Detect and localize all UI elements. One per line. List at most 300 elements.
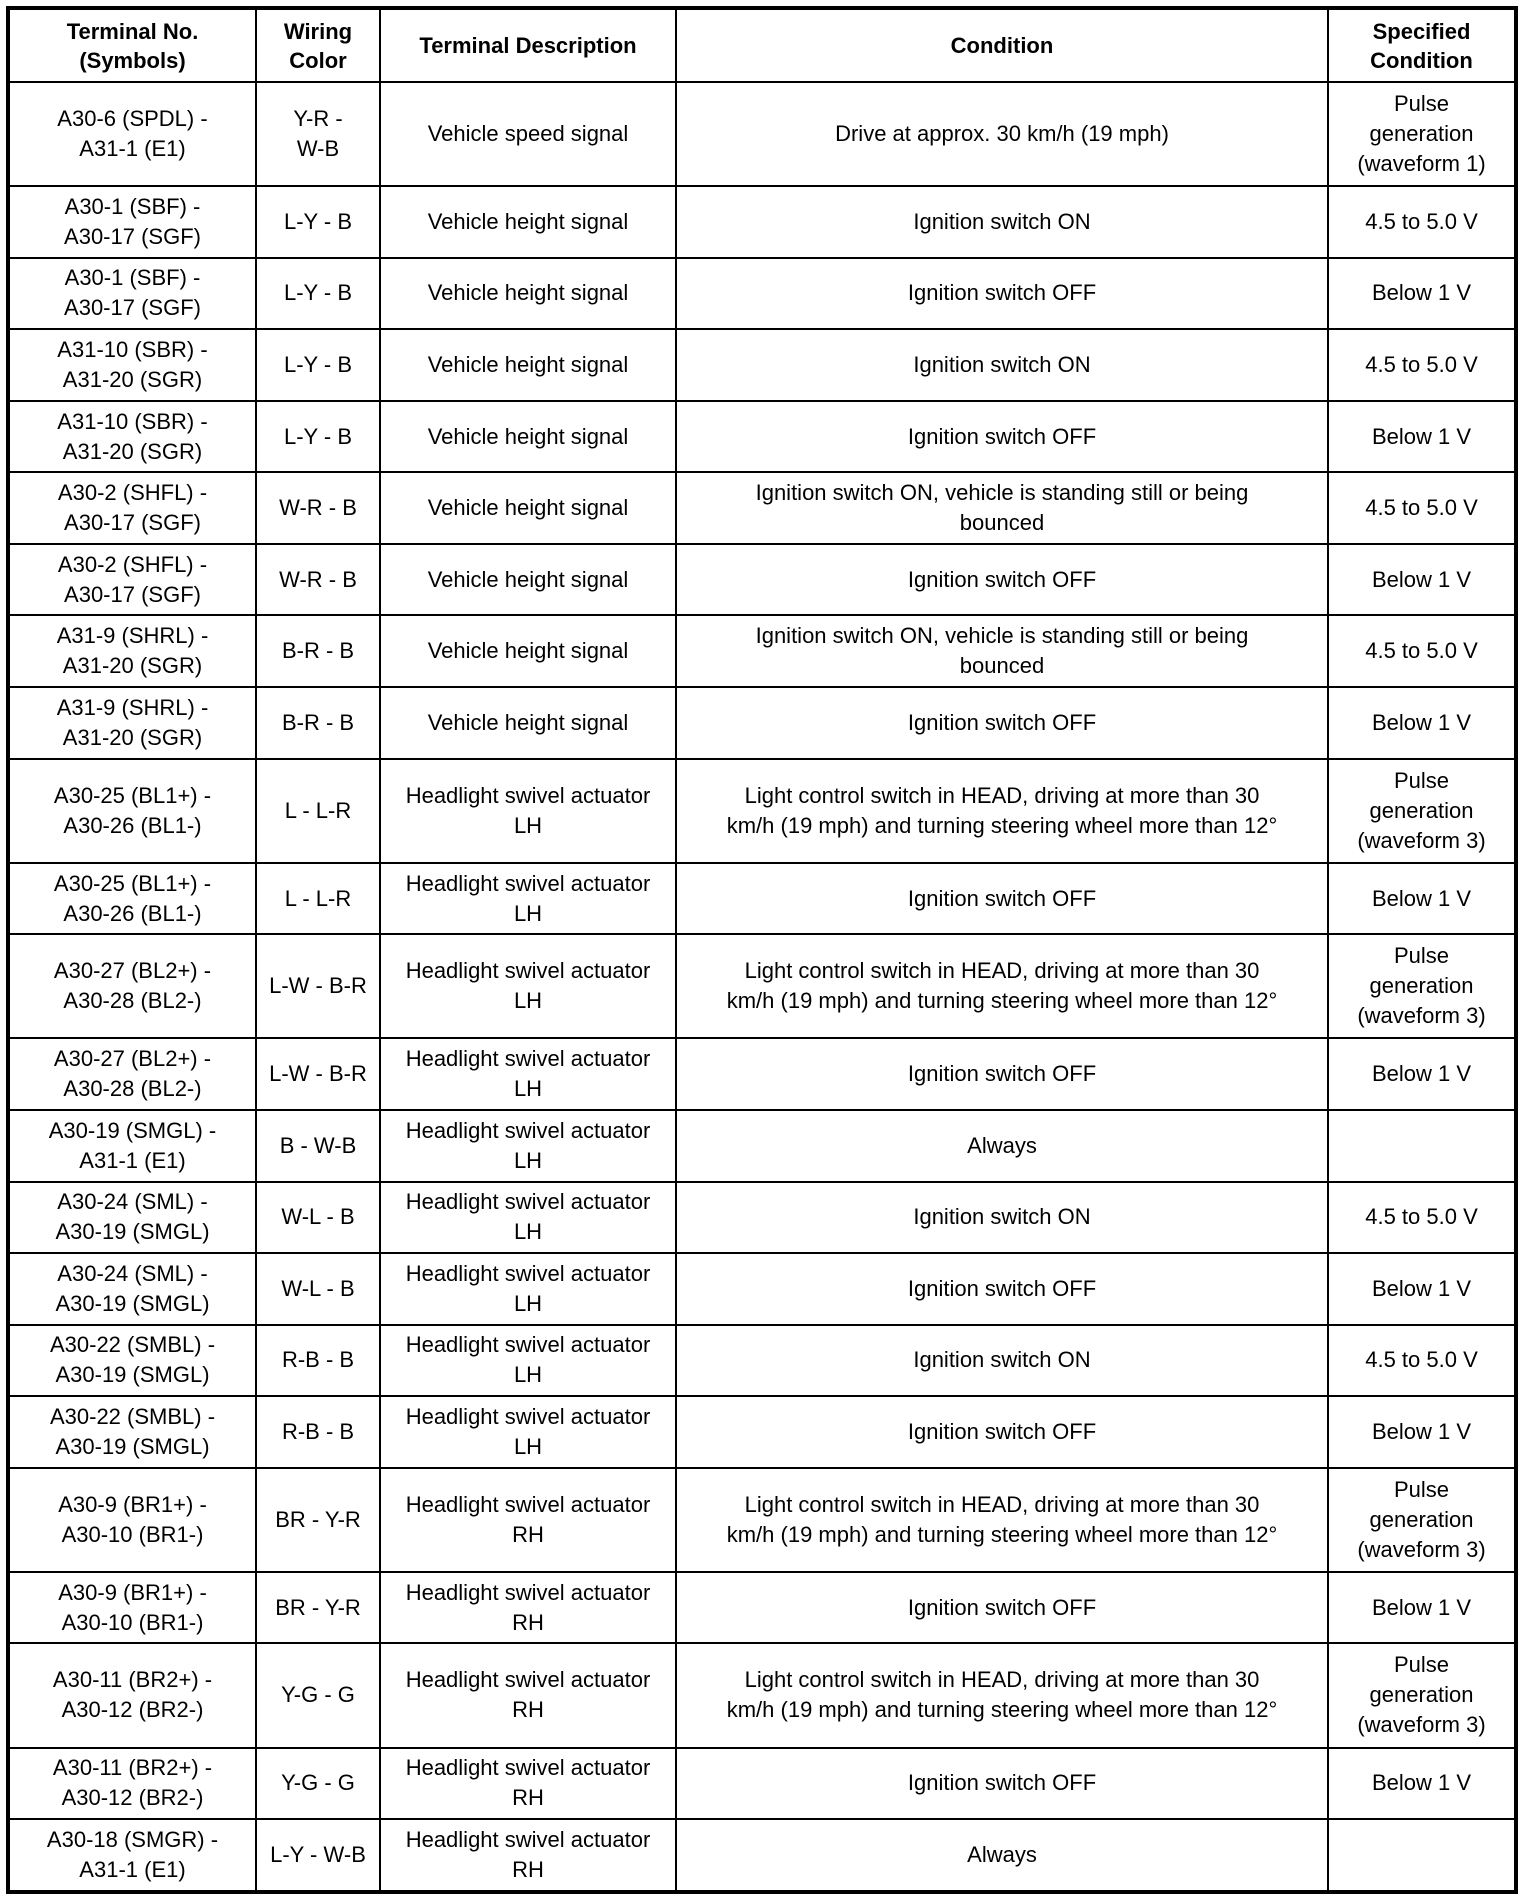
condition-cell: [676, 759, 1328, 863]
description-cell: [380, 329, 676, 401]
cell-text-line: Light control switch in HEAD, driving at more than 30: [744, 958, 1260, 984]
specified-condition-cell: [1328, 934, 1516, 1038]
header-condition: [676, 8, 1328, 82]
table-row: [8, 1110, 1516, 1182]
cell-text-line: LH: [513, 1433, 543, 1459]
cell-text-line: A30-11 (BR2+) -: [52, 1667, 213, 1693]
cell-text-line: A31-1 (E1): [79, 136, 186, 162]
cell-text-line: A30-17 (SGF): [64, 295, 201, 321]
table-row: [8, 1038, 1516, 1110]
cell-text-line: Headlight swivel actuator: [405, 1827, 651, 1853]
table-row: [8, 1396, 1516, 1468]
cell-text-line: generation: [1369, 973, 1474, 999]
cell-text-line: Below 1 V: [1371, 885, 1472, 911]
specified-condition-cell: [1328, 863, 1516, 935]
specified-condition-cell: [1328, 615, 1516, 687]
terminal-cell: [8, 258, 256, 330]
cell-text-line: A30-2 (SHFL) -: [57, 480, 208, 506]
cell-text-line: A30-26 (BL1-): [63, 900, 202, 926]
cell-text-line: W-B: [296, 136, 340, 162]
cell-text-line: Ignition switch OFF: [907, 885, 1097, 911]
cell-text-line: L-W - B-R: [269, 973, 367, 999]
cell-text-line: A30-19 (SMGL) -: [48, 1117, 217, 1143]
cell-text-line: A30-18 (SMGR) -: [46, 1827, 219, 1853]
condition-cell: [676, 1468, 1328, 1572]
cell-text-line: A30-26 (BL1-): [63, 812, 202, 838]
condition-cell: [676, 329, 1328, 401]
terminal-cell: [8, 1325, 256, 1397]
wiring-color-cell: [256, 1396, 380, 1468]
wiring-color-cell: [256, 1110, 380, 1182]
cell-text-line: L-Y - W-B: [270, 1842, 366, 1868]
cell-text-line: Y-G - G: [281, 1682, 355, 1708]
table-row: [8, 1182, 1516, 1254]
description-cell: [380, 1110, 676, 1182]
condition-cell: [676, 1396, 1328, 1468]
cell-text-line: Headlight swivel actuator: [405, 1667, 651, 1693]
cell-text-line: Vehicle height signal: [427, 638, 629, 664]
cell-text-line: Below 1 V: [1371, 1770, 1472, 1796]
condition-cell: [676, 1819, 1328, 1892]
cell-text-line: (waveform 3): [1357, 1536, 1486, 1562]
condition-cell: [676, 1643, 1328, 1747]
condition-cell: [676, 472, 1328, 544]
condition-cell: [676, 1182, 1328, 1254]
cell-text-line: 4.5 to 5.0 V: [1365, 208, 1478, 234]
cell-text-line: LH: [513, 1219, 543, 1245]
cell-text-line: A30-1 (SBF) -: [64, 193, 201, 219]
cell-text-line: L-W - B-R: [269, 1061, 367, 1087]
cell-text-line: generation: [1369, 797, 1474, 823]
cell-text-line: Ignition switch ON: [913, 1347, 1091, 1373]
cell-text-line: A30-19 (SMGL): [55, 1290, 210, 1316]
cell-text-line: A30-24 (SML) -: [57, 1189, 208, 1215]
cell-text-line: Headlight swivel actuator: [405, 1491, 651, 1517]
wiring-color-cell: [256, 186, 380, 258]
table-row: [8, 1748, 1516, 1820]
cell-text-line: Ignition switch OFF: [907, 1594, 1097, 1620]
cell-text-line: Below 1 V: [1371, 566, 1472, 592]
cell-text-line: LH: [513, 812, 543, 838]
cell-text-line: A31-1 (E1): [79, 1857, 186, 1883]
cell-text-line: Headlight swivel actuator: [405, 1579, 651, 1605]
description-cell: [380, 401, 676, 473]
table-row: [8, 1819, 1516, 1892]
wiring-color-cell: [256, 329, 380, 401]
cell-text-line: RH: [512, 1697, 544, 1723]
cell-text-line: Vehicle height signal: [427, 208, 629, 234]
specified-condition-cell: [1328, 544, 1516, 616]
cell-text-line: A30-19 (SMGL): [55, 1219, 210, 1245]
table-row: [8, 863, 1516, 935]
cell-text-line: generation: [1369, 1682, 1474, 1708]
terminal-cell: [8, 615, 256, 687]
cell-text-line: A30-11 (BR2+) -: [52, 1755, 213, 1781]
cell-text-line: A30-9 (BR1+) -: [58, 1579, 207, 1605]
cell-text-line: Headlight swivel actuator: [405, 870, 651, 896]
specified-condition-cell: [1328, 1819, 1516, 1892]
cell-text-line: 4.5 to 5.0 V: [1365, 352, 1478, 378]
cell-text-line: A30-12 (BR2-): [61, 1785, 204, 1811]
cell-text-line: L-Y - B: [283, 208, 353, 234]
cell-text-line: A30-22 (SMBL) -: [49, 1403, 216, 1429]
cell-text-line: Headlight swivel actuator: [405, 782, 651, 808]
condition-cell: [676, 544, 1328, 616]
description-cell: [380, 687, 676, 759]
cell-text-line: Ignition switch OFF: [907, 1418, 1097, 1444]
specified-condition-cell: [1328, 1643, 1516, 1747]
cell-text-line: A30-19 (SMGL): [55, 1433, 210, 1459]
cell-text-line: Headlight swivel actuator: [405, 1332, 651, 1358]
cell-text-line: LH: [513, 1290, 543, 1316]
terminal-cell: [8, 186, 256, 258]
cell-text-line: R-B - B: [281, 1418, 355, 1444]
table-row: [8, 759, 1516, 863]
header-text-line: Condition: [950, 33, 1054, 58]
cell-text-line: L-Y - B: [283, 423, 353, 449]
description-cell: [380, 1643, 676, 1747]
cell-text-line: Below 1 V: [1371, 280, 1472, 306]
terminal-cell: [8, 1468, 256, 1572]
cell-text-line: Ignition switch OFF: [907, 280, 1097, 306]
terminal-cell: [8, 1748, 256, 1820]
terminal-cell: [8, 1253, 256, 1325]
condition-cell: [676, 1038, 1328, 1110]
cell-text-line: BR - Y-R: [275, 1506, 361, 1532]
description-cell: [380, 759, 676, 863]
description-cell: [380, 82, 676, 186]
description-cell: [380, 258, 676, 330]
table-row: [8, 186, 1516, 258]
terminal-cell: [8, 1110, 256, 1182]
specified-condition-cell: [1328, 186, 1516, 258]
cell-text-line: Ignition switch ON: [913, 1204, 1091, 1230]
cell-text-line: L - L-R: [284, 797, 352, 823]
cell-text-line: A31-10 (SBR) -: [57, 408, 208, 434]
cell-text-line: W-L - B: [281, 1204, 355, 1230]
cell-text-line: Light control switch in HEAD, driving at more than 30: [744, 782, 1260, 808]
header-text-line: Terminal Description: [419, 33, 637, 58]
cell-text-line: 4.5 to 5.0 V: [1365, 638, 1478, 664]
cell-text-line: Drive at approx. 30 km/h (19 mph): [835, 121, 1169, 147]
cell-text-line: (waveform 3): [1357, 1712, 1486, 1738]
wiring-color-cell: [256, 1182, 380, 1254]
cell-text-line: LH: [513, 1147, 543, 1173]
terminal-cell: [8, 401, 256, 473]
cell-text-line: A31-20 (SGR): [62, 367, 203, 393]
description-cell: [380, 934, 676, 1038]
wiring-color-cell: [256, 1819, 380, 1892]
condition-cell: [676, 1110, 1328, 1182]
wiring-color-cell: [256, 1253, 380, 1325]
cell-text-line: Ignition switch OFF: [907, 1061, 1097, 1087]
condition-cell: [676, 82, 1328, 186]
cell-text-line: A31-9 (SHRL) -: [56, 694, 209, 720]
terminal-table-container: [6, 6, 1514, 1894]
specified-condition-cell: [1328, 401, 1516, 473]
cell-text-line: bounced: [959, 510, 1045, 536]
cell-text-line: Headlight swivel actuator: [405, 1189, 651, 1215]
header-terminal-no: [8, 8, 256, 82]
table-row: [8, 1325, 1516, 1397]
cell-text-line: Vehicle height signal: [427, 566, 629, 592]
cell-text-line: Y-R -: [293, 106, 343, 132]
table-header: [8, 8, 1516, 82]
cell-text-line: Ignition switch ON, vehicle is standing still or being: [755, 480, 1249, 506]
description-cell: [380, 1325, 676, 1397]
cell-text-line: Headlight swivel actuator: [405, 1260, 651, 1286]
cell-text-line: A31-20 (SGR): [62, 653, 203, 679]
terminal-cell: [8, 1643, 256, 1747]
terminal-cell: [8, 82, 256, 186]
cell-text-line: Headlight swivel actuator: [405, 1046, 651, 1072]
specified-condition-cell: [1328, 1325, 1516, 1397]
condition-cell: [676, 401, 1328, 473]
terminal-cell: [8, 934, 256, 1038]
cell-text-line: Below 1 V: [1371, 423, 1472, 449]
specified-condition-cell: [1328, 687, 1516, 759]
wiring-color-cell: [256, 1038, 380, 1110]
specified-condition-cell: [1328, 1038, 1516, 1110]
description-cell: [380, 472, 676, 544]
cell-text-line: Ignition switch OFF: [907, 566, 1097, 592]
wiring-color-cell: [256, 759, 380, 863]
wiring-color-cell: [256, 687, 380, 759]
cell-text-line: Below 1 V: [1371, 1275, 1472, 1301]
cell-text-line: W-L - B: [281, 1275, 355, 1301]
cell-text-line: RH: [512, 1609, 544, 1635]
specified-condition-cell: [1328, 1748, 1516, 1820]
cell-text-line: Pulse: [1393, 1476, 1450, 1502]
cell-text-line: L-Y - B: [283, 352, 353, 378]
cell-text-line: LH: [513, 900, 543, 926]
cell-text-line: Y-G - G: [281, 1770, 355, 1796]
cell-text-line: RH: [512, 1785, 544, 1811]
cell-text-line: A30-10 (BR1-): [61, 1609, 204, 1635]
cell-text-line: (waveform 3): [1357, 1003, 1486, 1029]
cell-text-line: L-Y - B: [283, 280, 353, 306]
description-cell: [380, 615, 676, 687]
cell-text-line: RH: [512, 1521, 544, 1547]
cell-text-line: Below 1 V: [1371, 1418, 1472, 1444]
cell-text-line: Below 1 V: [1371, 1061, 1472, 1087]
description-cell: [380, 1396, 676, 1468]
cell-text-line: LH: [513, 988, 543, 1014]
description-cell: [380, 1748, 676, 1820]
description-cell: [380, 186, 676, 258]
table-row: [8, 82, 1516, 186]
table-row: [8, 1643, 1516, 1747]
cell-text-line: 4.5 to 5.0 V: [1365, 1204, 1478, 1230]
terminal-cell: [8, 1182, 256, 1254]
terminal-cell: [8, 1038, 256, 1110]
cell-text-line: A30-27 (BL2+) -: [53, 958, 212, 984]
specified-condition-cell: [1328, 1396, 1516, 1468]
specified-condition-cell: [1328, 258, 1516, 330]
header-text-line: (Symbols): [79, 47, 186, 73]
cell-text-line: B-R - B: [281, 638, 355, 664]
cell-text-line: A30-17 (SGF): [64, 581, 201, 607]
cell-text-line: A30-12 (BR2-): [61, 1697, 204, 1723]
cell-text-line: A30-19 (SMGL): [55, 1362, 210, 1388]
wiring-color-cell: [256, 934, 380, 1038]
cell-text-line: Pulse: [1393, 1652, 1450, 1678]
table-row: [8, 544, 1516, 616]
cell-text-line: A30-6 (SPDL) -: [57, 106, 208, 132]
cell-text-line: Headlight swivel actuator: [405, 958, 651, 984]
cell-text-line: Headlight swivel actuator: [405, 1403, 651, 1429]
header-row: [8, 8, 1516, 82]
cell-text-line: km/h (19 mph) and turning steering wheel more than 12°: [726, 1697, 1278, 1723]
cell-text-line: Vehicle height signal: [427, 495, 629, 521]
header-terminal-description: [380, 8, 676, 82]
description-cell: [380, 1819, 676, 1892]
condition-cell: [676, 687, 1328, 759]
cell-text-line: BR - Y-R: [275, 1594, 361, 1620]
table-body: [8, 82, 1516, 1892]
description-cell: [380, 1468, 676, 1572]
table-row: [8, 472, 1516, 544]
cell-text-line: Pulse: [1393, 767, 1450, 793]
cell-text-line: (waveform 3): [1357, 827, 1486, 853]
wiring-color-cell: [256, 401, 380, 473]
cell-text-line: A30-17 (SGF): [64, 510, 201, 536]
table-row: [8, 615, 1516, 687]
cell-text-line: R-B - B: [281, 1347, 355, 1373]
cell-text-line: LH: [513, 1362, 543, 1388]
cell-text-line: Ignition switch OFF: [907, 423, 1097, 449]
specified-condition-cell: [1328, 1110, 1516, 1182]
specified-condition-cell: [1328, 1253, 1516, 1325]
wiring-color-cell: [256, 615, 380, 687]
wiring-color-cell: [256, 1468, 380, 1572]
terminal-cell: [8, 759, 256, 863]
cell-text-line: B-R - B: [281, 709, 355, 735]
table-row: [8, 934, 1516, 1038]
terminal-cell: [8, 329, 256, 401]
cell-text-line: Below 1 V: [1371, 1594, 1472, 1620]
cell-text-line: A31-20 (SGR): [62, 438, 203, 464]
condition-cell: [676, 934, 1328, 1038]
cell-text-line: A31-9 (SHRL) -: [56, 623, 209, 649]
cell-text-line: W-R - B: [279, 566, 357, 592]
cell-text-line: Ignition switch OFF: [907, 1275, 1097, 1301]
cell-text-line: LH: [513, 1076, 543, 1102]
cell-text-line: Vehicle height signal: [427, 423, 629, 449]
cell-text-line: Vehicle height signal: [427, 280, 629, 306]
cell-text-line: A30-9 (BR1+) -: [58, 1491, 207, 1517]
condition-cell: [676, 863, 1328, 935]
cell-text-line: B - W-B: [279, 1132, 357, 1158]
specified-condition-cell: [1328, 472, 1516, 544]
header-text-line: Terminal No.: [66, 18, 199, 44]
condition-cell: [676, 258, 1328, 330]
cell-text-line: A30-1 (SBF) -: [64, 265, 201, 291]
cell-text-line: A30-17 (SGF): [64, 223, 201, 249]
header-wiring-color: [256, 8, 380, 82]
terminal-cell: [8, 687, 256, 759]
cell-text-line: RH: [512, 1857, 544, 1883]
cell-text-line: Vehicle height signal: [427, 709, 629, 735]
cell-text-line: A30-22 (SMBL) -: [49, 1332, 216, 1358]
specified-condition-cell: [1328, 759, 1516, 863]
specified-condition-cell: [1328, 329, 1516, 401]
cell-text-line: generation: [1369, 1506, 1474, 1532]
cell-text-line: A30-28 (BL2-): [63, 988, 202, 1014]
wiring-color-cell: [256, 1643, 380, 1747]
cell-text-line: Pulse: [1393, 943, 1450, 969]
header-specified-condition: [1328, 8, 1516, 82]
cell-text-line: A30-25 (BL1+) -: [53, 870, 212, 896]
wiring-color-cell: [256, 1748, 380, 1820]
table-row: [8, 329, 1516, 401]
cell-text-line: Below 1 V: [1371, 709, 1472, 735]
cell-text-line: Ignition switch ON: [913, 208, 1091, 234]
header-text-line: Condition: [1370, 47, 1473, 73]
cell-text-line: A30-27 (BL2+) -: [53, 1046, 212, 1072]
terminal-cell: [8, 1819, 256, 1892]
cell-text-line: A30-24 (SML) -: [57, 1260, 208, 1286]
cell-text-line: Pulse: [1393, 91, 1450, 117]
wiring-color-cell: [256, 1572, 380, 1644]
cell-text-line: Ignition switch OFF: [907, 709, 1097, 735]
header-text-line: Specified: [1372, 18, 1471, 44]
condition-cell: [676, 1572, 1328, 1644]
cell-text-line: Ignition switch OFF: [907, 1770, 1097, 1796]
cell-text-line: Vehicle height signal: [427, 352, 629, 378]
cell-text-line: Headlight swivel actuator: [405, 1755, 651, 1781]
condition-cell: [676, 1253, 1328, 1325]
terminal-cell: [8, 544, 256, 616]
cell-text-line: (waveform 1): [1357, 151, 1486, 177]
cell-text-line: Always: [967, 1132, 1037, 1158]
cell-text-line: km/h (19 mph) and turning steering wheel more than 12°: [726, 812, 1278, 838]
table-row: [8, 1572, 1516, 1644]
condition-cell: [676, 1748, 1328, 1820]
cell-text-line: Headlight swivel actuator: [405, 1117, 651, 1143]
wiring-color-cell: [256, 544, 380, 616]
cell-text-line: Vehicle speed signal: [427, 121, 629, 147]
cell-text-line: A31-20 (SGR): [62, 724, 203, 750]
wiring-color-cell: [256, 258, 380, 330]
description-cell: [380, 1253, 676, 1325]
condition-cell: [676, 615, 1328, 687]
cell-text-line: Light control switch in HEAD, driving at more than 30: [744, 1667, 1260, 1693]
cell-text-line: A31-10 (SBR) -: [57, 337, 208, 363]
terminal-cell: [8, 1572, 256, 1644]
cell-text-line: Ignition switch ON: [913, 352, 1091, 378]
table-row: [8, 258, 1516, 330]
cell-text-line: Always: [967, 1842, 1037, 1868]
cell-text-line: km/h (19 mph) and turning steering wheel more than 12°: [726, 1521, 1278, 1547]
wiring-color-cell: [256, 82, 380, 186]
cell-text-line: A30-10 (BR1-): [61, 1521, 204, 1547]
cell-text-line: L - L-R: [284, 885, 352, 911]
wiring-color-cell: [256, 472, 380, 544]
description-cell: [380, 1572, 676, 1644]
condition-cell: [676, 186, 1328, 258]
description-cell: [380, 1182, 676, 1254]
cell-text-line: A30-25 (BL1+) -: [53, 782, 212, 808]
specified-condition-cell: [1328, 1572, 1516, 1644]
description-cell: [380, 863, 676, 935]
table-row: [8, 687, 1516, 759]
wiring-color-cell: [256, 863, 380, 935]
cell-text-line: 4.5 to 5.0 V: [1365, 1347, 1478, 1373]
cell-text-line: Light control switch in HEAD, driving at more than 30: [744, 1491, 1260, 1517]
cell-text-line: generation: [1369, 121, 1474, 147]
header-text-line: Wiring: [283, 18, 353, 44]
